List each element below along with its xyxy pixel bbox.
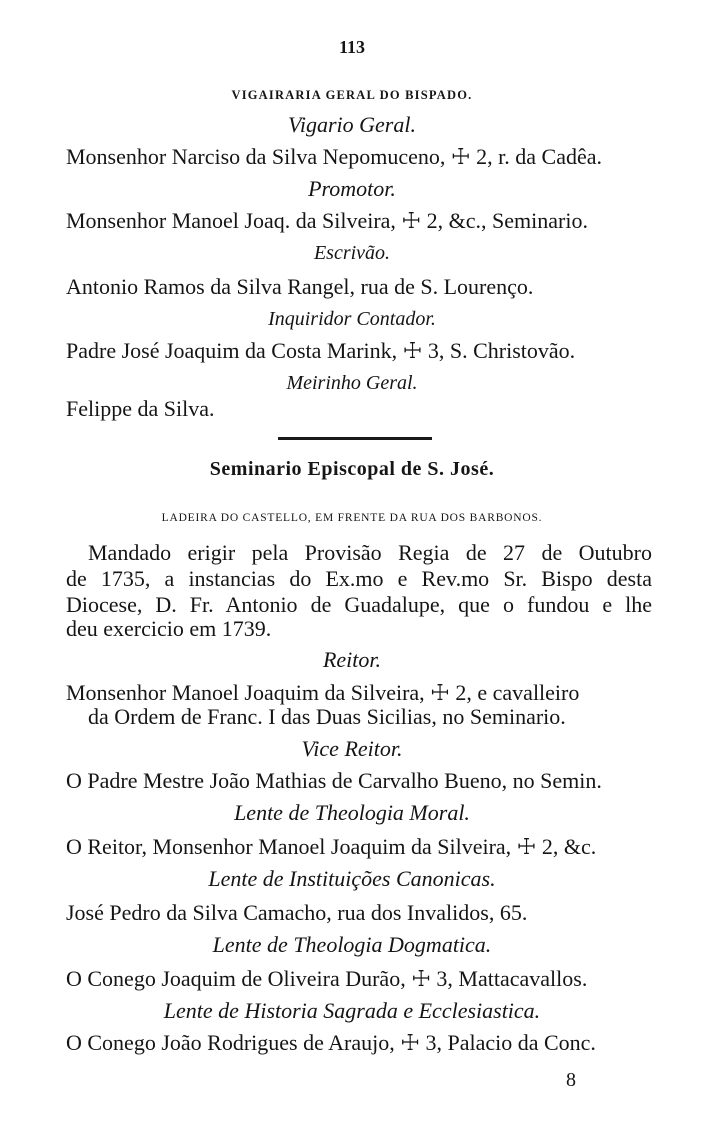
entry-instituicoes-canonicas: José Pedro da Silva Camacho, rua dos Invalidos, 65. xyxy=(66,900,528,925)
section-divider-rule xyxy=(278,437,432,440)
entry-promotor: Monsenhor Manoel Joaq. da Silveira, ☩ 2, &c., Seminario. xyxy=(66,208,588,233)
entry-reitor-line-2: da Ordem de Franc. I das Duas Sicilias, no Seminario. xyxy=(88,704,566,729)
entry-vigario-geral: Monsenhor Narciso da Silva Nepomuceno, ☩ 2, r. da Cadêa. xyxy=(66,144,602,169)
entry-vice-reitor: O Padre Mestre João Mathias de Carvalho Bueno, no Semin. xyxy=(66,768,602,793)
heading-vice-reitor: Vice Reitor. xyxy=(301,736,403,761)
entry-inquiridor-contador: Padre José Joaquim da Costa Marink, ☩ 3, S. Christovão. xyxy=(66,338,576,363)
heading-reitor: Reitor. xyxy=(322,647,382,672)
heading-historia-sagrada: Lente de Historia Sagrada e Ecclesiastica. xyxy=(163,998,541,1023)
signature-mark: 8 xyxy=(566,1069,576,1091)
heading-theologia-dogmatica: Lente de Theologia Dogmatica. xyxy=(212,932,492,957)
entry-theologia-dogmatica: O Conego Joaquim de Oliveira Durão, ☩ 3, Mattacavallos. xyxy=(66,966,588,991)
heading-escrivao: Escrivão. xyxy=(313,242,391,264)
section-header-vigairaria: VIGAIRARIA GERAL DO BISPADO. xyxy=(231,88,473,102)
entry-escrivao: Antonio Ramos da Silva Rangel, rua de S. Lourenço. xyxy=(66,274,534,299)
intro-line-2: de 1735, a instancias do Ex.mo e Rev.mo Sr. Bispo desta xyxy=(66,566,652,591)
heading-theologia-moral: Lente de Theologia Moral. xyxy=(234,800,470,825)
heading-meirinho-geral: Meirinho Geral. xyxy=(286,372,418,394)
heading-promotor: Promotor. xyxy=(308,176,396,201)
intro-line-4: deu exercicio em 1739. xyxy=(66,616,272,641)
heading-instituicoes-canonicas: Lente de Instituições Canonicas. xyxy=(208,866,496,891)
entry-reitor-line-1: Monsenhor Manoel Joaquim da Silveira, ☩ 2, e cavalleiro xyxy=(66,680,580,705)
entry-historia-sagrada: O Conego João Rodrigues de Araujo, ☩ 3, Palacio da Conc. xyxy=(66,1030,596,1055)
intro-line-1: Mandado erigir pela Provisão Regia de 27 de Outubro xyxy=(88,540,652,565)
page-number: 113 xyxy=(338,37,365,57)
intro-line-3: Diocese, D. Fr. Antonio de Guadalupe, que o fundou e lhe xyxy=(66,592,652,617)
heading-inquiridor-contador: Inquiridor Contador. xyxy=(268,308,436,330)
heading-vigario-geral: Vigario Geral. xyxy=(288,112,416,137)
seminario-title: Seminario Episcopal de S. José. xyxy=(209,458,495,480)
entry-theologia-moral: O Reitor, Monsenhor Manoel Joaquim da Silveira, ☩ 2, &c. xyxy=(66,834,597,859)
seminario-address: LADEIRA DO CASTELLO, EM FRENTE DA RUA DOS BARBONOS. xyxy=(161,512,543,524)
entry-meirinho-geral: Felippe da Silva. xyxy=(66,396,215,421)
